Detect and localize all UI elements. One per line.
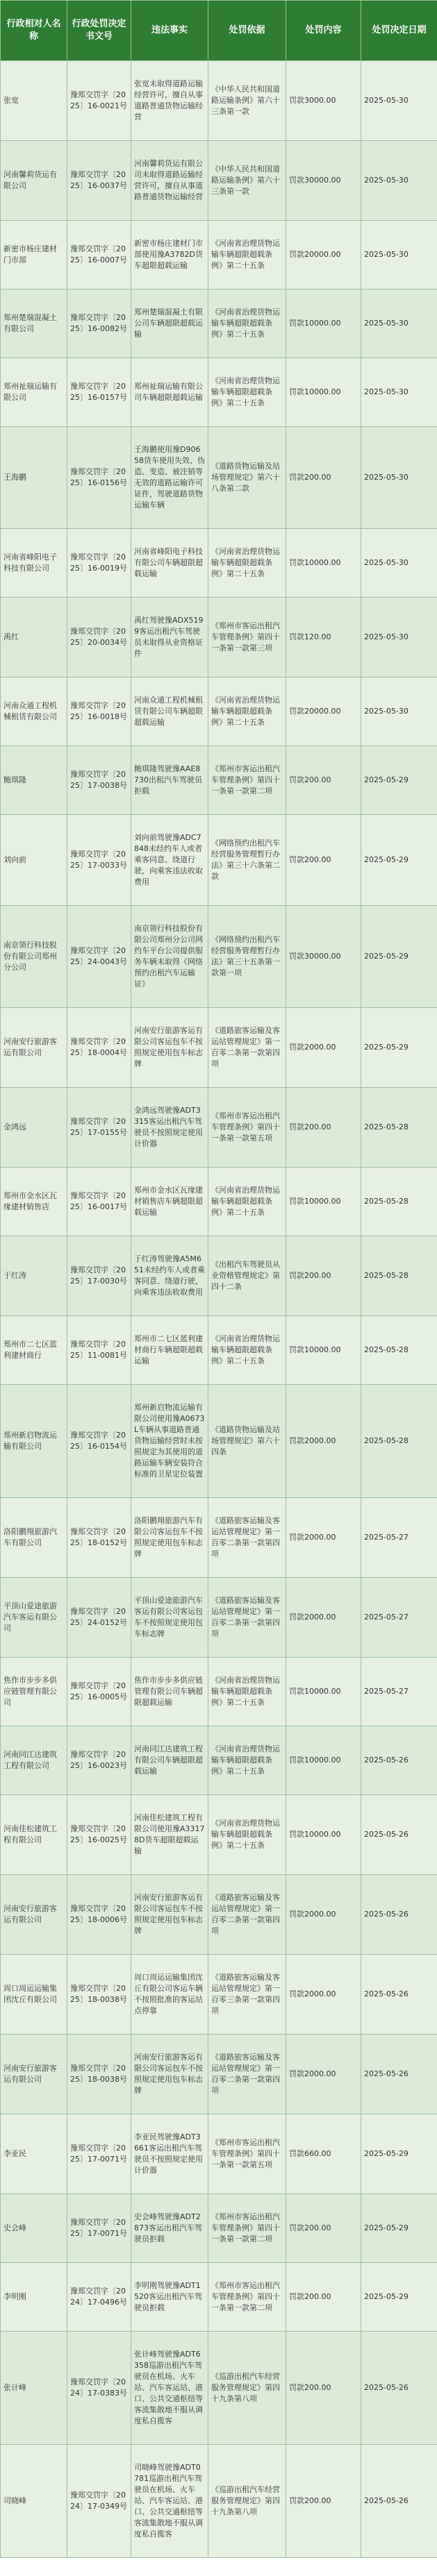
cell-name: 平顶山爱途旅游汽车客运有限公司 — [1, 1578, 67, 1658]
cell-name: 李亚民 — [1, 2114, 67, 2194]
table-row — [1, 598, 437, 677]
table-row — [1, 2114, 437, 2194]
cell-date: 2025-05-28 — [361, 1385, 437, 1498]
cell-penalty: 罚款2000.00 — [286, 1955, 361, 2035]
cell-facts: 河南众通工程机械租赁有限公司车辆超限超载运输 — [131, 677, 208, 746]
cell-basis: 《郑州市客运出租汽车管理条例》第四十一条第一款第五项 — [208, 2114, 286, 2194]
cell-name: 河南同江达建筑工程有限公司 — [1, 1726, 67, 1795]
header-doc-no: 行政处罚决定书文号 — [67, 1, 131, 61]
cell-penalty: 罚款200.00 — [286, 746, 361, 815]
cell-name: 郑州祉瑞运输有限公司 — [1, 358, 67, 427]
cell-penalty: 罚款2000.00 — [286, 1875, 361, 1955]
cell-date: 2025-05-30 — [361, 289, 437, 358]
cell-basis: 《道路旅客运输及客运站管理规定》第一百零二条第一款第四项 — [208, 1008, 286, 1088]
cell-basis: 《道路旅客运输及客运站管理规定》第一百零二条第一款第四项 — [208, 1875, 286, 1955]
cell-date: 2025-05-27 — [361, 1498, 437, 1578]
cell-name: 河南安行旅游客运有限公司 — [1, 1875, 67, 1955]
cell-facts: 河南同江达建筑工程有限公司车辆超限超载运输 — [131, 1726, 208, 1795]
cell-doc-no: 豫郑交罚字〔2025〕16-0019号 — [67, 529, 131, 598]
cell-penalty: 罚款10000.00 — [286, 1168, 361, 1236]
cell-penalty: 罚款30000.00 — [286, 906, 361, 1008]
cell-penalty: 罚款200.00 — [286, 2445, 361, 2558]
cell-date: 2025-05-26 — [361, 1795, 437, 1875]
table-row — [1, 746, 437, 815]
cell-date: 2025-05-26 — [361, 1726, 437, 1795]
cell-doc-no: 豫郑交罚字〔2025〕17-0155号 — [67, 1088, 131, 1168]
header-row — [1, 1, 437, 61]
cell-basis: 《郑州市客运出租汽车管理条例》第四十一条第一款第五项 — [208, 1088, 286, 1168]
cell-facts: 周口周运运输集团沈丘有限公司客运车辆不按照批准的客运站点停靠 — [131, 1955, 208, 2035]
cell-doc-no: 豫郑交罚字〔2025〕17-0033号 — [67, 815, 131, 906]
table-row — [1, 2332, 437, 2445]
cell-name: 洛阳鹏翔旅游汽车有限公司 — [1, 1498, 67, 1578]
cell-date: 2025-05-29 — [361, 2263, 437, 2332]
cell-penalty: 罚款20000.00 — [286, 677, 361, 746]
cell-facts: 鲍琪隆驾驶豫AAE8730出租汽车驾驶员拒载 — [131, 746, 208, 815]
table-row — [1, 2194, 437, 2263]
cell-basis: 《网络预约出租汽车经营服务管理暂行办法》第三十六条第二款 — [208, 815, 286, 906]
cell-basis: 《巡游出租汽车经营服务管理规定》第四十九条第八项 — [208, 2332, 286, 2445]
cell-name: 金鸿远 — [1, 1088, 67, 1168]
cell-facts: 郑州楚瑞混凝土有限公司车辆超限超载运输 — [131, 289, 208, 358]
table-row — [1, 1578, 437, 1658]
cell-name: 河南安行旅游客运有限公司 — [1, 2035, 67, 2114]
cell-penalty: 罚款200.00 — [286, 427, 361, 529]
cell-facts: 张宽未取得道路运输经营许可，擅自从事道路普通货物运输经营 — [131, 61, 208, 141]
cell-name: 王海鹏 — [1, 427, 67, 529]
table-row — [1, 427, 437, 529]
cell-name: 郑州楚瑞混凝土有限公司 — [1, 289, 67, 358]
cell-name: 张计峰 — [1, 2332, 67, 2445]
cell-basis: 《道路货物运输及站场管理规定》第六十四条 — [208, 1385, 286, 1498]
cell-date: 2025-05-30 — [361, 141, 437, 221]
cell-basis: 《河南省治理货物运输车辆超限超载条例》第二十五条 — [208, 1168, 286, 1236]
cell-date: 2025-05-27 — [361, 1578, 437, 1658]
cell-doc-no: 豫郑交罚字〔2025〕17-0038号 — [67, 746, 131, 815]
cell-penalty: 罚款10000.00 — [286, 1795, 361, 1875]
cell-doc-no: 豫郑交罚字〔2025〕16-0021号 — [67, 61, 131, 141]
cell-penalty: 罚款10000.00 — [286, 1726, 361, 1795]
cell-doc-no: 豫郑交罚字〔2025〕16-0017号 — [67, 1168, 131, 1236]
table-row — [1, 1498, 437, 1578]
cell-penalty: 罚款2000.00 — [286, 2035, 361, 2114]
table-row — [1, 906, 437, 1008]
cell-penalty: 罚款200.00 — [286, 2263, 361, 2332]
cell-facts: 河南安行旅游客运有限公司客运包车不按照规定使用包车标志牌 — [131, 1008, 208, 1088]
cell-basis: 《道路货物运输及站场管理规定》第六十八条第二款 — [208, 427, 286, 529]
cell-date: 2025-05-27 — [361, 1658, 437, 1726]
table-row — [1, 141, 437, 221]
table-row — [1, 2445, 437, 2558]
cell-doc-no: 豫郑交罚字〔2025〕16-0037号 — [67, 141, 131, 221]
cell-date: 2025-05-28 — [361, 1316, 437, 1385]
cell-penalty: 罚款2000.00 — [286, 1008, 361, 1088]
cell-date: 2025-05-29 — [361, 2194, 437, 2263]
cell-doc-no: 豫郑交罚字〔2024〕17-0496号 — [67, 2263, 131, 2332]
cell-doc-no: 豫郑交罚字〔2025〕18-0152号 — [67, 1498, 131, 1578]
cell-date: 2025-05-29 — [361, 2114, 437, 2194]
cell-facts: 焦作市步步多供应链管理有限公司车辆超限超载运输 — [131, 1658, 208, 1726]
cell-doc-no: 豫郑交罚字〔2025〕11-0081号 — [67, 1316, 131, 1385]
cell-penalty: 罚款10000.00 — [286, 289, 361, 358]
cell-basis: 《河南省治理货物运输车辆超限超载条例》第二十五条 — [208, 289, 286, 358]
table-row — [1, 1658, 437, 1726]
cell-basis: 《河南省治理货物运输车辆超限超载条例》第二十五条 — [208, 1795, 286, 1875]
cell-basis: 《中华人民共和国道路运输条例》第六十三条第一款 — [208, 141, 286, 221]
cell-basis: 《道路旅客运输及客运站管理规定》第一百零二条第一款第四项 — [208, 1578, 286, 1658]
cell-doc-no: 豫郑交罚字〔2025〕16-0005号 — [67, 1658, 131, 1726]
cell-penalty: 罚款3000.00 — [286, 61, 361, 141]
cell-facts: 河南安行旅游客运有限公司客运包车不按照规定使用包车标志牌 — [131, 2035, 208, 2114]
cell-date: 2025-05-29 — [361, 815, 437, 906]
table-row — [1, 1875, 437, 1955]
cell-basis: 《中华人民共和国道路运输条例》第六十三条第一款 — [208, 61, 286, 141]
cell-penalty: 罚款10000.00 — [286, 1658, 361, 1726]
cell-date: 2025-05-26 — [361, 1875, 437, 1955]
cell-facts: 南京领行科技股份有限公司郑州分公司网约车平台公司提供服务车辆未取得《网络预约出租汽车运输证》 — [131, 906, 208, 1008]
cell-name: 新密市杨庄建材门市部 — [1, 221, 67, 289]
cell-facts: 平顶山爱途旅游汽车客运有限公司客运包车不按照规定使用包车标志牌 — [131, 1578, 208, 1658]
cell-doc-no: 豫郑交罚字〔2025〕16-0082号 — [67, 289, 131, 358]
cell-name: 于红涛 — [1, 1236, 67, 1316]
cell-basis: 《巡游出租汽车经营服务管理规定》第四十九条第八项 — [208, 2445, 286, 2558]
cell-doc-no: 豫郑交罚字〔2025〕17-0071号 — [67, 2114, 131, 2194]
cell-facts: 郑州市二七区蓝利建材商行车辆超限超载运输 — [131, 1316, 208, 1385]
cell-penalty: 罚款30000.00 — [286, 141, 361, 221]
cell-date: 2025-05-30 — [361, 529, 437, 598]
cell-penalty: 罚款2000.00 — [286, 1385, 361, 1498]
cell-name: 河南佳松建筑工程有限公司 — [1, 1795, 67, 1875]
cell-basis: 《网络预约出租汽车经营服务管理暂行办法》第三十五条第一款第一项 — [208, 906, 286, 1008]
cell-date: 2025-05-29 — [361, 746, 437, 815]
cell-doc-no: 豫郑交罚字〔2024〕17-0349号 — [67, 2445, 131, 2558]
cell-basis: 《河南省治理货物运输车辆超限超载条例》第二十五条 — [208, 358, 286, 427]
cell-facts: 禹红驾驶豫ADX5199客运出租汽车驾驶员未取得从业资格证件 — [131, 598, 208, 677]
cell-doc-no: 豫郑交罚字〔2025〕16-0007号 — [67, 221, 131, 289]
cell-date: 2025-05-28 — [361, 1168, 437, 1236]
table-row — [1, 358, 437, 427]
cell-basis: 《出租汽车驾驶员从业资格管理规定》第四十二条 — [208, 1236, 286, 1316]
cell-basis: 《道路旅客运输及客运站管理规定》第一百零三条第一款第四项 — [208, 1955, 286, 2035]
cell-name: 张宽 — [1, 61, 67, 141]
cell-name: 河南馨莉货运有限公司 — [1, 141, 67, 221]
cell-penalty: 罚款200.00 — [286, 2332, 361, 2445]
cell-penalty: 罚款200.00 — [286, 1088, 361, 1168]
table-row — [1, 1168, 437, 1236]
cell-date: 2025-05-30 — [361, 221, 437, 289]
cell-doc-no: 豫郑交罚字〔2025〕16-0025号 — [67, 1795, 131, 1875]
cell-name: 鲍琪隆 — [1, 746, 67, 815]
cell-facts: 李明刚驾驶豫ADT1520客运出租汽车驾驶员拒载 — [131, 2263, 208, 2332]
cell-doc-no: 豫郑交罚字〔2025〕16-0023号 — [67, 1726, 131, 1795]
cell-facts: 河南佳松建筑工程有限公司使用豫A33178D货车超限超载运输 — [131, 1795, 208, 1875]
cell-penalty: 罚款10000.00 — [286, 529, 361, 598]
table-row — [1, 221, 437, 289]
cell-name: 河南省峰阳电子科技有限公司 — [1, 529, 67, 598]
cell-date: 2025-05-26 — [361, 2332, 437, 2445]
cell-doc-no: 豫郑交罚字〔2025〕20-0034号 — [67, 598, 131, 677]
cell-penalty: 罚款10000.00 — [286, 358, 361, 427]
cell-name: 郑州市二七区蓝利建材商行 — [1, 1316, 67, 1385]
cell-name: 周口周运运输集团沈丘有限公司 — [1, 1955, 67, 2035]
cell-penalty: 罚款200.00 — [286, 815, 361, 906]
cell-name: 河南众通工程机械租赁有限公司 — [1, 677, 67, 746]
cell-facts: 新密市杨庄建材门市部使用豫A3782D货车超限超载运输 — [131, 221, 208, 289]
cell-doc-no: 豫郑交罚字〔2025〕18-0004号 — [67, 1008, 131, 1088]
table-row — [1, 1316, 437, 1385]
cell-doc-no: 豫郑交罚字〔2024〕17-0383号 — [67, 2332, 131, 2445]
table-row — [1, 2263, 437, 2332]
cell-doc-no: 豫郑交罚字〔2025〕17-0030号 — [67, 1236, 131, 1316]
table-row — [1, 2035, 437, 2114]
cell-date: 2025-05-26 — [361, 2445, 437, 2558]
cell-date: 2025-05-26 — [361, 2035, 437, 2114]
cell-basis: 《河南省治理货物运输车辆超限超载条例》第二十五条 — [208, 529, 286, 598]
cell-doc-no: 豫郑交罚字〔2025〕16-0157号 — [67, 358, 131, 427]
cell-name: 刘向前 — [1, 815, 67, 906]
cell-penalty: 罚款2000.00 — [286, 1498, 361, 1578]
cell-doc-no: 豫郑交罚字〔2025〕24-0152号 — [67, 1578, 131, 1658]
cell-facts: 郑州市金水区瓦缘建材销售店车辆超限超载运输 — [131, 1168, 208, 1236]
table-row — [1, 677, 437, 746]
cell-facts: 河南安行旅游客运有限公司客运包车不按照规定使用包车标志牌 — [131, 1875, 208, 1955]
cell-basis: 《郑州市客运出租汽车管理条例》第四十一条第一款第二项 — [208, 746, 286, 815]
cell-date: 2025-05-29 — [361, 906, 437, 1008]
cell-doc-no: 豫郑交罚字〔2025〕16-0154号 — [67, 1385, 131, 1498]
cell-basis: 《郑州市客运出租汽车管理条例》第四十一条第一款第二项 — [208, 2263, 286, 2332]
cell-date: 2025-05-30 — [361, 61, 437, 141]
cell-date: 2025-05-30 — [361, 427, 437, 529]
cell-date: 2025-05-30 — [361, 358, 437, 427]
cell-basis: 《道路旅客运输及客运站管理规定》第一百零二条第一款第四项 — [208, 2035, 286, 2114]
cell-name: 南京领行科技股份有限公司郑州分公司 — [1, 906, 67, 1008]
cell-basis: 《道路旅客运输及客运站管理规定》第一百零二条第一款第四项 — [208, 1498, 286, 1578]
cell-date: 2025-05-28 — [361, 1236, 437, 1316]
table-row — [1, 1385, 437, 1498]
cell-penalty: 罚款200.00 — [286, 1236, 361, 1316]
table-row — [1, 1008, 437, 1088]
cell-facts: 河南馨莉货运有限公司未取得道路运输经营许可，擅自从事道路普通货物运输经营 — [131, 141, 208, 221]
table-row — [1, 1726, 437, 1795]
cell-doc-no: 豫郑交罚字〔2025〕18-0038号 — [67, 1955, 131, 2035]
table-row — [1, 289, 437, 358]
cell-facts: 郑州祉瑞运输有限公司车辆超限超载运输 — [131, 358, 208, 427]
cell-facts: 郑州新启物流运输有限公司使用豫A0673L车辆从事道路普通货物运输经营时未按照规定为其使用的道路运输车辆安装符合标准的卫星定位装置 — [131, 1385, 208, 1498]
header-name: 行政相对人名称 — [1, 1, 67, 61]
cell-penalty: 罚款20000.00 — [286, 221, 361, 289]
cell-doc-no: 豫郑交罚字〔2025〕16-0156号 — [67, 427, 131, 529]
header-penalty: 处罚内容 — [286, 1, 361, 61]
cell-penalty: 罚款10000.00 — [286, 1316, 361, 1385]
cell-facts: 刘向前驾驶豫ADC7848未经约车人或者乘客同意、绕道行驶，向乘客违法收取费用 — [131, 815, 208, 906]
header-basis: 处罚依据 — [208, 1, 286, 61]
cell-name: 史会峰 — [1, 2194, 67, 2263]
cell-facts: 史会峰驾驶豫ADT2873客运出租汽车驾驶员拒载 — [131, 2194, 208, 2263]
table-row — [1, 529, 437, 598]
cell-name: 郑州市金水区瓦缘建材销售店 — [1, 1168, 67, 1236]
table-row — [1, 1236, 437, 1316]
cell-facts: 张计峰驾驶豫ADT6358巡游出租汽车驾驶员在机场、火车站、汽车客运站、港口、公共交通枢纽等客流集散地不服从调度私自揽客 — [131, 2332, 208, 2445]
cell-doc-no: 豫郑交罚字〔2025〕24-0043号 — [67, 906, 131, 1008]
table-row — [1, 1088, 437, 1168]
cell-name: 李明刚 — [1, 2263, 67, 2332]
table-row — [1, 1955, 437, 2035]
cell-name: 禹红 — [1, 598, 67, 677]
cell-date: 2025-05-29 — [361, 1008, 437, 1088]
cell-name: 郑州新启物流运输有限公司 — [1, 1385, 67, 1498]
cell-basis: 《郑州市客运出租汽车管理条例》第四十一条第一款第二项 — [208, 2194, 286, 2263]
cell-penalty: 罚款2000.00 — [286, 1578, 361, 1658]
cell-doc-no: 豫郑交罚字〔2025〕18-0038号 — [67, 2035, 131, 2114]
cell-date: 2025-05-26 — [361, 1955, 437, 2035]
cell-basis: 《河南省治理货物运输车辆超限超载条例》第二十五条 — [208, 1316, 286, 1385]
cell-name: 河南安行旅游客运有限公司 — [1, 1008, 67, 1088]
cell-basis: 《河南省治理货物运输车辆超限超载条例》第二十五条 — [208, 221, 286, 289]
cell-penalty: 罚款200.00 — [286, 2194, 361, 2263]
cell-penalty: 罚款660.00 — [286, 2114, 361, 2194]
cell-facts: 于红涛驾驶豫A5M651未经约车人或者乘客同意、绕道行驶，向乘客违法收取费用 — [131, 1236, 208, 1316]
cell-basis: 《郑州市客运出租汽车管理条例》第四十一条第一款第三项 — [208, 598, 286, 677]
cell-facts: 金鸿远驾驶豫ADT3315客运出租汽车驾驶员不按照规定使用计价器 — [131, 1088, 208, 1168]
cell-doc-no: 豫郑交罚字〔2025〕17-0071号 — [67, 2194, 131, 2263]
table-row — [1, 61, 437, 141]
header-facts: 违法事实 — [131, 1, 208, 61]
cell-date: 2025-05-30 — [361, 598, 437, 677]
cell-date: 2025-05-28 — [361, 1088, 437, 1168]
cell-name: 焦作市步步多供应链管理有限公司 — [1, 1658, 67, 1726]
cell-name: 司晓峰 — [1, 2445, 67, 2558]
cell-facts: 司晓峰驾驶豫ADT0781巡游出租汽车驾驶员在机场、火车站、汽车客运站、港口、公共交通枢纽等客流集散地不服从调度私自揽客 — [131, 2445, 208, 2558]
table-row — [1, 1795, 437, 1875]
cell-facts: 洛阳鹏翔旅游汽车有限公司客运包车不按照规定使用包车标志牌 — [131, 1498, 208, 1578]
cell-basis: 《河南省治理货物运输车辆超限超载条例》第二十五条 — [208, 1658, 286, 1726]
cell-facts: 李亚民驾驶豫ADT3661客运出租汽车驾驶员不按照规定使用计价器 — [131, 2114, 208, 2194]
header-date: 处罚决定日期 — [361, 1, 437, 61]
cell-facts: 河南省峰阳电子科技有限公司车辆超限超载运输 — [131, 529, 208, 598]
cell-doc-no: 豫郑交罚字〔2025〕18-0006号 — [67, 1875, 131, 1955]
cell-penalty: 罚款120.00 — [286, 598, 361, 677]
cell-facts: 王海鹏使用豫D90658货车使用失效、伪造、变造、被注销等无效的道路运输许可证件，驾驶道路货物运输车辆 — [131, 427, 208, 529]
cell-basis: 《河南省治理货物运输车辆超限超载条例》第二十五条 — [208, 1726, 286, 1795]
cell-doc-no: 豫郑交罚字〔2025〕16-0018号 — [67, 677, 131, 746]
table-row — [1, 815, 437, 906]
cell-basis: 《河南省治理货物运输车辆超限超载条例》第二十五条 — [208, 677, 286, 746]
cell-date: 2025-05-30 — [361, 677, 437, 746]
